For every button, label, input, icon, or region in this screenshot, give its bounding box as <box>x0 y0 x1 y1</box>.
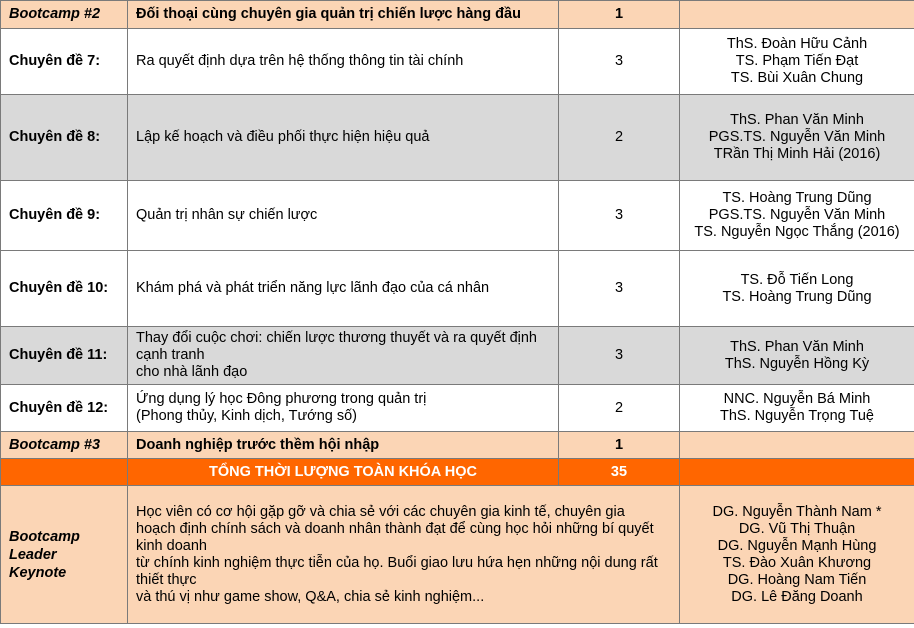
module-10-row <box>1 251 914 327</box>
row-topic <box>128 29 559 95</box>
speaker: PGS.TS. Nguyễn Văn Minh <box>708 129 886 145</box>
row-label: Bootcamp #2 <box>1 1 128 29</box>
speaker: ThS. Phan Văn Minh <box>730 338 864 355</box>
module-9-row <box>1 181 914 251</box>
keynote-row <box>1 486 914 624</box>
row-label: Chuyên đề 10: <box>1 251 128 327</box>
speaker: TS. Đào Xuân Khương <box>722 554 872 571</box>
row-label: Chuyên đề 8: <box>1 95 128 181</box>
module-8-row <box>1 95 914 181</box>
row-speakers <box>680 251 914 327</box>
speaker: DG. Nguyễn Thành Nam * <box>712 503 882 520</box>
topic-line: Quản trị nhân sự chiến lược <box>136 207 318 223</box>
topic-line: (Phong thủy, Kinh dịch, Tướng số) <box>136 408 357 424</box>
topic-line: Khám phá và phát triển năng lực lãnh đạo của cá nhân <box>136 280 490 296</box>
keynote-text-line: từ chính kinh nghiệm thực tiễn của họ. Buổi giao lưu hứa hẹn những nội dung rất <box>136 554 658 571</box>
total-label: TỔNG THỜI LƯỢNG TOÀN KHÓA HỌC <box>128 459 559 486</box>
total-value: 35 <box>559 459 680 486</box>
row-speakers <box>680 1 914 29</box>
speaker: TS. Hoàng Trung Dũng <box>722 288 872 305</box>
speaker: TS. Nguyễn Ngọc Thắng (2016) <box>694 224 900 240</box>
row-sessions: 2 <box>559 385 680 432</box>
row-sessions: 1 <box>559 1 680 29</box>
speaker: TRần Thị Minh Hải (2016) <box>713 146 881 162</box>
row-label: Chuyên đề 7: <box>1 29 128 95</box>
row-sessions: 3 <box>559 29 680 95</box>
total-row <box>1 459 914 486</box>
row-topic <box>128 95 559 181</box>
row-topic <box>128 251 559 327</box>
keynote-label-line: Bootcamp <box>9 528 80 545</box>
topic-line: cạnh tranh <box>136 347 205 363</box>
row-topic <box>128 181 559 251</box>
keynote-text-line: Học viên có cơ hội gặp gỡ và chia sẻ với các chuyên gia kinh tế, chuyên gia <box>136 503 625 520</box>
module-12-row <box>1 385 914 432</box>
row-speakers <box>680 29 914 95</box>
speaker: TS. Bùi Xuân Chung <box>730 70 864 86</box>
row-speakers <box>680 181 914 251</box>
speaker: ThS. Nguyễn Trọng Tuệ <box>720 408 874 424</box>
speaker: DG. Hoàng Nam Tiến <box>727 571 867 588</box>
row-sessions: 3 <box>559 181 680 251</box>
total-spacer-right <box>680 459 914 486</box>
speaker: PGS.TS. Nguyễn Văn Minh <box>708 207 886 223</box>
row-sessions: 1 <box>559 432 680 459</box>
speaker: TS. Hoàng Trung Dũng <box>722 190 872 206</box>
row-label: Chuyên đề 12: <box>1 385 128 432</box>
keynote-speakers <box>680 486 914 624</box>
row-label: Chuyên đề 11: <box>1 327 128 385</box>
topic-line: Thay đổi cuộc chơi: chiến lược thương thuyết và ra quyết định <box>136 330 537 346</box>
keynote-label-line: Keynote <box>9 564 67 581</box>
keynote-description <box>128 486 680 624</box>
keynote-label-line: Leader <box>9 546 57 563</box>
topic-line: cho nhà lãnh đạo <box>136 364 248 380</box>
keynote-text-line: kinh doanh <box>136 537 207 554</box>
row-speakers <box>680 95 914 181</box>
module-11-row <box>1 327 914 385</box>
module-7-row <box>1 29 914 95</box>
speaker: ThS. Đoàn Hữu Cảnh <box>726 36 868 52</box>
topic-line: Lập kế hoạch và điều phối thực hiện hiệu quả <box>136 129 430 145</box>
row-sessions: 2 <box>559 95 680 181</box>
row-label: Chuyên đề 9: <box>1 181 128 251</box>
row-sessions: 3 <box>559 251 680 327</box>
row-speakers <box>680 432 914 459</box>
speaker: TS. Đỗ Tiến Long <box>740 271 854 288</box>
bootcamp-2-row <box>1 1 914 29</box>
keynote-text-line: thiết thực <box>136 571 197 588</box>
row-topic <box>128 327 559 385</box>
topic-line: Ra quyết định dựa trên hệ thống thông tin tài chính <box>136 53 464 69</box>
total-spacer <box>1 459 128 486</box>
speaker: TS. Phạm Tiến Đạt <box>735 53 859 69</box>
row-topic <box>128 385 559 432</box>
speaker: DG. Vũ Thị Thuận <box>738 520 856 537</box>
keynote-text-line: hoạch định chính sách và doanh nhân thành đạt để cùng học hỏi những bí quyết <box>136 520 654 537</box>
bootcamp-3-row <box>1 432 914 459</box>
row-speakers <box>680 327 914 385</box>
row-topic: Doanh nghiệp trước thềm hội nhập <box>128 432 559 459</box>
keynote-text-line: và thú vị như game show, Q&A, chia sẻ kinh nghiệm... <box>136 588 485 605</box>
row-topic: Đối thoại cùng chuyên gia quản trị chiến lược hàng đầu <box>128 1 559 29</box>
speaker: NNC. Nguyễn Bá Minh <box>723 391 871 407</box>
topic-line: Ứng dụng lý học Đông phương trong quản trị <box>136 391 427 407</box>
row-label: Bootcamp #3 <box>1 432 128 459</box>
speaker: ThS. Phan Văn Minh <box>730 112 864 128</box>
speaker: DG. Nguyễn Mạnh Hùng <box>717 537 877 554</box>
speaker: DG. Lê Đăng Doanh <box>731 588 863 605</box>
keynote-label <box>1 486 128 624</box>
speaker: ThS. Nguyễn Hồng Kỳ <box>724 355 870 372</box>
row-sessions: 3 <box>559 327 680 385</box>
row-speakers <box>680 385 914 432</box>
